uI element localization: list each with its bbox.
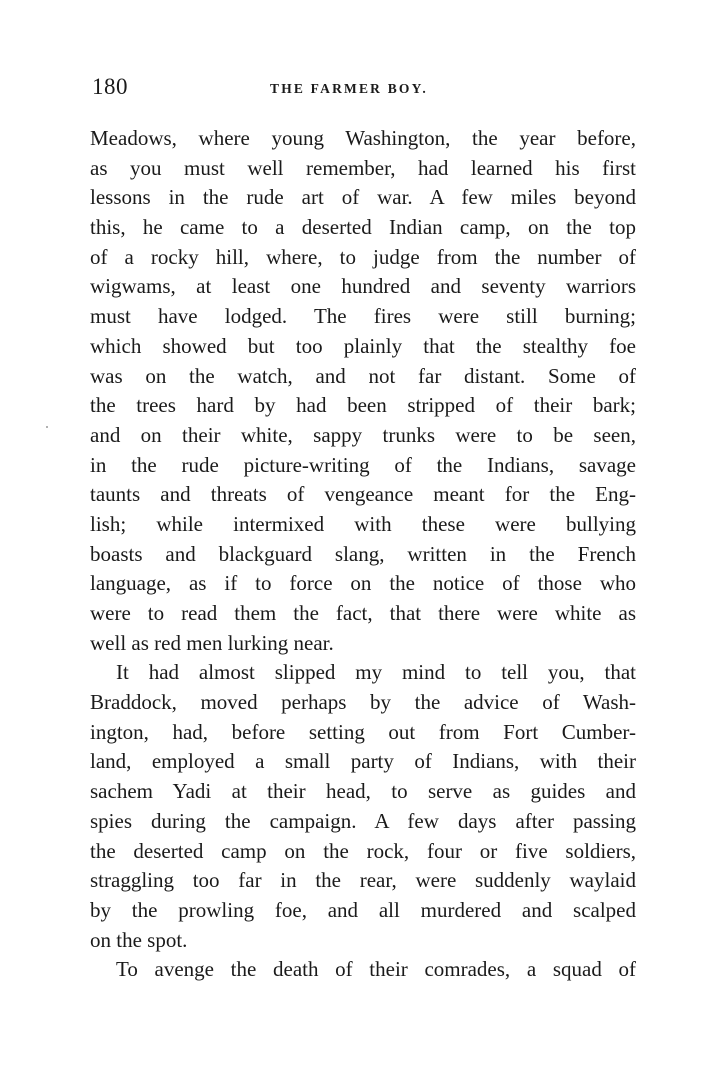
text-line: taunts and threats of vengeance meant for the Eng- bbox=[90, 482, 636, 507]
text-line: as you must well remember, had learned his first bbox=[90, 155, 636, 180]
paragraph bbox=[90, 955, 636, 985]
text-line: It had almost slipped my mind to tell you, that bbox=[116, 660, 636, 685]
text-line: in the rude picture-writing of the Indians, savage bbox=[90, 452, 636, 477]
text-line: wigwams, at least one hundred and seventy warriors bbox=[90, 274, 636, 299]
running-title: THE FARMER BOY. bbox=[270, 81, 428, 96]
text-line: Braddock, moved perhaps by the advice of Wash- bbox=[90, 690, 636, 715]
page-header bbox=[92, 74, 634, 106]
text-line: To avenge the death of their comrades, a squad of bbox=[116, 957, 636, 982]
text-line: was on the watch, and not far distant. Some of bbox=[90, 363, 636, 388]
text-line: lessons in the rude art of war. A few miles beyond bbox=[90, 185, 636, 210]
text-line: the trees hard by had been stripped of their bark; bbox=[90, 393, 636, 418]
text-line: ington, had, before setting out from Fort Cumber- bbox=[90, 719, 636, 744]
text-line: boasts and blackguard slang, written in the French bbox=[90, 541, 636, 566]
text-line: by the prowling foe, and all murdered and scalped bbox=[90, 897, 636, 922]
paragraph bbox=[90, 658, 636, 955]
text-line: must have lodged. The fires were still burning; bbox=[90, 304, 636, 329]
paragraph bbox=[90, 124, 636, 658]
text-line: Meadows, where young Washington, the year before, bbox=[90, 126, 636, 150]
text-line: of a rocky hill, where, to judge from the number of bbox=[90, 244, 636, 269]
body-text bbox=[90, 124, 636, 985]
text-line: lish; while intermixed with these were bullying bbox=[90, 511, 636, 536]
margin-speck bbox=[46, 426, 48, 428]
page-number: 180 bbox=[92, 74, 128, 99]
text-line: and on their white, sappy trunks were to be seen, bbox=[90, 422, 636, 447]
text-line: sachem Yadi at their head, to serve as guides and bbox=[90, 779, 636, 804]
text-line: spies during the campaign. A few days after passing bbox=[90, 808, 636, 833]
text-line: were to read them the fact, that there were white as bbox=[90, 601, 636, 625]
text-line: straggling too far in the rear, were suddenly waylaid bbox=[90, 868, 636, 893]
text-line: this, he came to a deserted Indian camp, on the top bbox=[90, 215, 636, 240]
text-line: language, as if to force on the notice of those who bbox=[90, 571, 636, 596]
text-line: on the spot. bbox=[90, 927, 188, 952]
text-line: the deserted camp on the rock, four or five soldiers, bbox=[90, 838, 636, 863]
text-line: which showed but too plainly that the stealthy foe bbox=[90, 333, 636, 358]
text-line: well as red men lurking near. bbox=[90, 630, 334, 655]
text-line: land, employed a small party of Indians, with their bbox=[90, 749, 636, 774]
